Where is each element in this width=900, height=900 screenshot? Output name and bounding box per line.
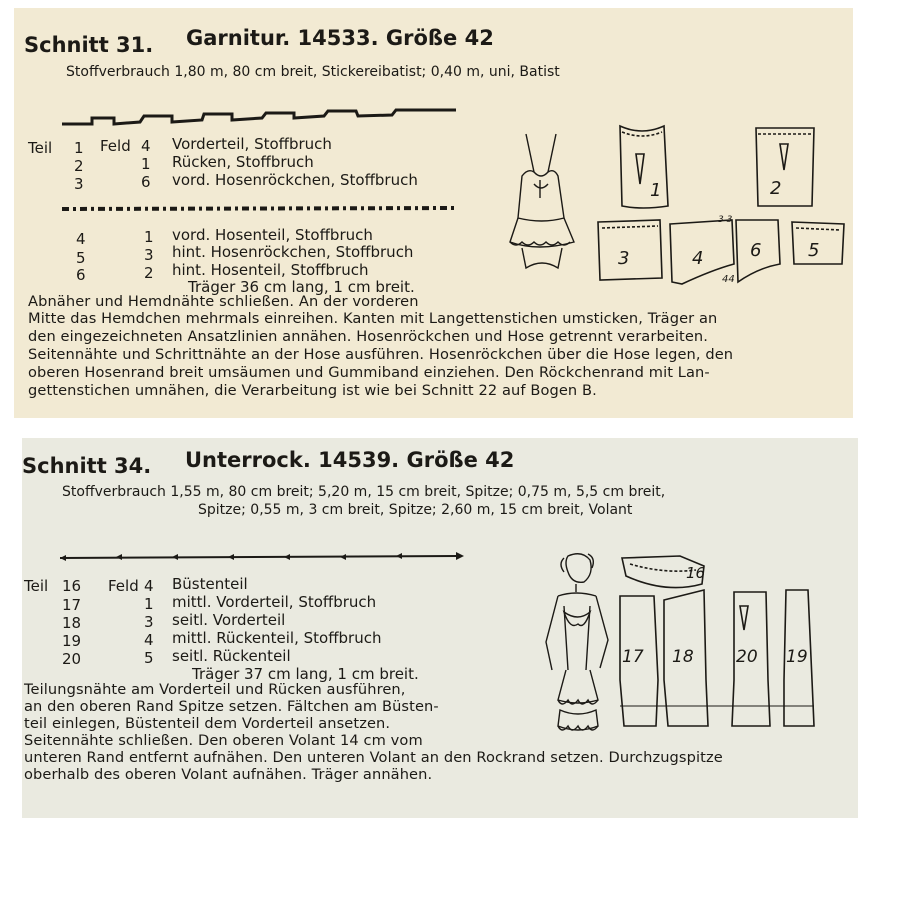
piece-label: 20 [736, 647, 758, 667]
instruction-line: Seitennähte schließen. Den oberen Volant 14 cm vom [24, 732, 423, 749]
pattern-31-clipping [14, 8, 853, 418]
notch-label: 3 3 [718, 215, 733, 225]
dotted-divider [62, 204, 462, 214]
part-name: vord. Hosenteil, Stoffbruch [172, 226, 373, 244]
pattern-34-fabric: Stoffverbrauch 1,55 m, 80 cm breit; 5,20 m, 15 cm breit, Spitze; 0,75 m, 5,5 cm breit, [62, 484, 666, 500]
instruction-line: unteren Rand entfernt aufnähen. Den unteren Volant an den Rockrand setzen. Durchzugspitze [24, 749, 723, 766]
piece-label: 1 [650, 180, 662, 201]
instruction-line: teil einlegen, Büstenteil dem Vorderteil ansetzen. [24, 715, 391, 732]
pattern-34-fabric-2: Spitze; 0,55 m, 3 cm breit, Spitze; 2,60 m, 15 cm breit, Volant [198, 502, 633, 518]
instruction-line: an den oberen Rand Spitze setzen. Fältchen am Büsten- [24, 698, 439, 715]
unterrock-sketch [538, 550, 628, 740]
part-teil: 18 [62, 614, 82, 632]
part-feld: 6 [141, 173, 151, 191]
piece-label: 18 [672, 647, 694, 667]
part-feld: 4 [144, 577, 154, 595]
pattern-31-fabric: Stoffverbrauch 1,80 m, 80 cm breit, Stickereibatist; 0,40 m, uni, Batist [66, 64, 560, 80]
col-teil: Teil [24, 577, 49, 595]
part-teil: 5 [76, 249, 86, 267]
part-feld: 4 [141, 137, 151, 155]
instruction-line: Teilungsnähte am Vorderteil und Rücken ausführen, [24, 681, 406, 698]
part-name: hint. Hosenteil, Stoffbruch [172, 261, 369, 279]
part-name: seitl. Rückenteil [172, 647, 291, 665]
instruction-line: den eingezeichneten Ansatzlinien annähen. Hosenröckchen und Hose getrennt verarbeiten. [28, 328, 709, 345]
notch-label: 44 [722, 274, 735, 285]
part-teil: 17 [62, 596, 82, 614]
part-feld: 4 [144, 631, 154, 649]
instruction-line: Mitte das Hemdchen mehrmals einreihen. Kanten mit Langettenstichen umsticken, Träger an [28, 310, 718, 327]
part-name: mittl. Rückenteil, Stoffbruch [172, 629, 382, 647]
part-name: Rücken, Stoffbruch [172, 153, 314, 171]
part-feld: 3 [144, 613, 154, 631]
pattern-34-pieces [616, 550, 836, 735]
piece-label: 16 [686, 564, 706, 582]
part-name: mittl. Vorderteil, Stoffbruch [172, 593, 377, 611]
part-feld: 3 [144, 246, 154, 264]
part-name: vord. Hosenröckchen, Stoffbruch [172, 171, 418, 189]
part-teil: 19 [62, 632, 82, 650]
pattern-34-clipping [22, 438, 858, 818]
piece-label: 6 [750, 240, 762, 261]
strap-note: Träger 37 cm lang, 1 cm breit. [192, 665, 419, 683]
piece-label: 4 [692, 248, 704, 269]
pattern-34-title: Unterrock. 14539. Größe 42 [185, 448, 515, 472]
strap-note: Träger 36 cm lang, 1 cm breit. [188, 278, 415, 296]
part-teil: 3 [74, 175, 84, 193]
piece-label: 5 [808, 240, 820, 261]
col-feld: Feld [100, 137, 131, 155]
part-feld: 2 [144, 264, 154, 282]
part-name: seitl. Vorderteil [172, 611, 286, 629]
part-feld: 1 [144, 228, 154, 246]
instruction-line: gettenstichen umnähen, die Verarbeitung ist wie bei Schnitt 22 auf Bogen B. [28, 382, 597, 399]
part-teil: 4 [76, 230, 86, 248]
part-name: hint. Hosenröckchen, Stoffbruch [172, 243, 414, 261]
part-teil: 16 [62, 577, 82, 595]
instruction-line: Seitennähte und Schrittnähte an der Hose ausführen. Hosenröckchen über die Hose legen, den [28, 346, 734, 363]
col-feld: Feld [108, 577, 139, 595]
part-name: Büstenteil [172, 575, 248, 593]
piece-label: 2 [770, 178, 782, 199]
part-teil: 1 [74, 139, 84, 157]
instruction-line: oberhalb des oberen Volant aufnähen. Träger annähen. [24, 766, 433, 783]
pattern-31-number: Schnitt 31. [24, 33, 154, 57]
piece-label: 19 [786, 647, 808, 667]
arrow-divider [60, 548, 480, 564]
part-name: Vorderteil, Stoffbruch [172, 135, 332, 153]
part-teil: 20 [62, 650, 82, 668]
instruction-line: oberen Hosenrand breit umsäumen und Gummiband einziehen. Den Röckchenrand mit Lan- [28, 364, 710, 381]
pattern-34-number: Schnitt 34. [22, 454, 152, 478]
instruction-line: Abnäher und Hemdnähte schließen. An der vorderen [28, 293, 419, 310]
pattern-31-pieces [582, 114, 842, 284]
piece-label: 3 [618, 248, 630, 269]
garnitur-sketch [504, 128, 584, 288]
part-feld: 5 [144, 649, 154, 667]
part-feld: 1 [141, 155, 151, 173]
part-teil: 6 [76, 266, 86, 284]
pattern-31-title: Garnitur. 14533. Größe 42 [186, 26, 494, 50]
lace-divider [62, 108, 462, 128]
part-feld: 1 [144, 595, 154, 613]
col-teil: Teil [28, 139, 53, 157]
part-teil: 2 [74, 157, 84, 175]
piece-label: 17 [622, 647, 644, 667]
